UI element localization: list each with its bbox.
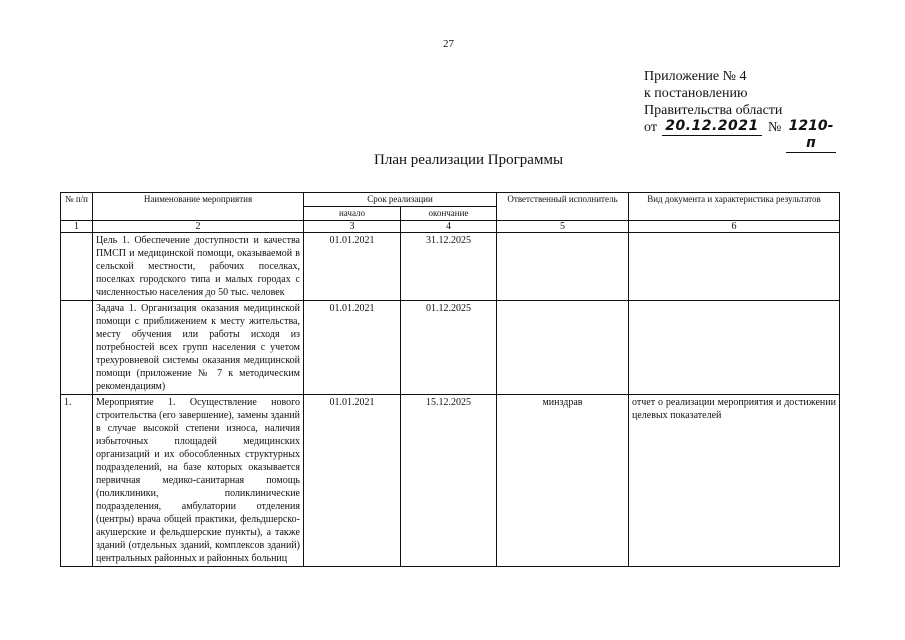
row-num bbox=[61, 301, 93, 395]
document-title: План реализации Программы bbox=[374, 152, 564, 168]
column-index: 6 bbox=[629, 221, 840, 233]
table-row bbox=[61, 233, 840, 301]
row-name: Задача 1. Организация оказания медицинской помощи с приближением к месту жительства, месту обучения или работы исходя из потребностей всех групп населения с учетом трехуровневой системы оказания медицинской помощи (приложение № 7 к методическим рекомендациям) bbox=[93, 301, 304, 395]
row-end: 15.12.2025 bbox=[401, 395, 497, 567]
header-row bbox=[61, 193, 840, 207]
row-end: 31.12.2025 bbox=[401, 233, 497, 301]
appendix-title: Приложение № 4 bbox=[644, 69, 747, 84]
row-start: 01.01.2021 bbox=[304, 233, 401, 301]
row-name: Мероприятие 1. Осуществление нового строительства (его завершение), замены зданий в случае высокой степени износа, наличия избыточных площадей медицинских организаций и их обособленных структурных подразделений, на базе которых оказывается первичная медико-санитарная помощь (поликлиники, поликлинические подразделения, амбулатории отделения (центры) врача общей практики, фельдшерско-акушерские и фельдшерские пункты), а также зданий (отдельных зданий, комплексов зданий) центральных районных и районных больниц bbox=[93, 395, 304, 567]
column-index: 4 bbox=[401, 221, 497, 233]
appendix-line-government: Правительства области bbox=[644, 103, 783, 118]
row-end: 01.12.2025 bbox=[401, 301, 497, 395]
row-num: 1. bbox=[61, 395, 93, 567]
page-number: 27 bbox=[443, 38, 454, 50]
row-executor: минздрав bbox=[497, 395, 629, 567]
row-start: 01.01.2021 bbox=[304, 395, 401, 567]
number-label: № bbox=[768, 120, 782, 135]
header-num: № п/п bbox=[61, 193, 93, 221]
column-index: 2 bbox=[93, 221, 304, 233]
date-prefix: от bbox=[644, 120, 657, 135]
appendix-date-number bbox=[644, 118, 834, 151]
row-executor bbox=[497, 233, 629, 301]
row-result: отчет о реализации мероприятия и достижении целевых показателей bbox=[629, 395, 840, 567]
column-index: 3 bbox=[304, 221, 401, 233]
column-index-row bbox=[61, 221, 840, 233]
column-index: 1 bbox=[61, 221, 93, 233]
resolution-number: 1210-п bbox=[786, 118, 836, 153]
table-row bbox=[61, 301, 840, 395]
row-name: Цель 1. Обеспечение доступности и качества ПМСП и медицинской помощи, оказываемой в сельской местности, рабочих поселках, поселках городского типа и малых городах с численностью населения до 50 тыс. человек bbox=[93, 233, 304, 301]
header-name: Наименование мероприятия bbox=[93, 193, 304, 221]
row-start: 01.01.2021 bbox=[304, 301, 401, 395]
table-row bbox=[61, 395, 840, 567]
header-end: окончание bbox=[401, 207, 497, 221]
appendix-line-resolution: к постановлению bbox=[644, 86, 748, 101]
row-num bbox=[61, 233, 93, 301]
appendix-header bbox=[644, 68, 834, 151]
header-result: Вид документа и характеристика результатов bbox=[629, 193, 840, 221]
row-result bbox=[629, 233, 840, 301]
header-start: начало bbox=[304, 207, 401, 221]
row-executor bbox=[497, 301, 629, 395]
plan-table bbox=[60, 192, 840, 567]
header-executor: Ответственный исполнитель bbox=[497, 193, 629, 221]
row-result bbox=[629, 301, 840, 395]
column-index: 5 bbox=[497, 221, 629, 233]
header-period: Срок реализации bbox=[304, 193, 497, 207]
resolution-date: 20.12.2021 bbox=[662, 118, 762, 136]
